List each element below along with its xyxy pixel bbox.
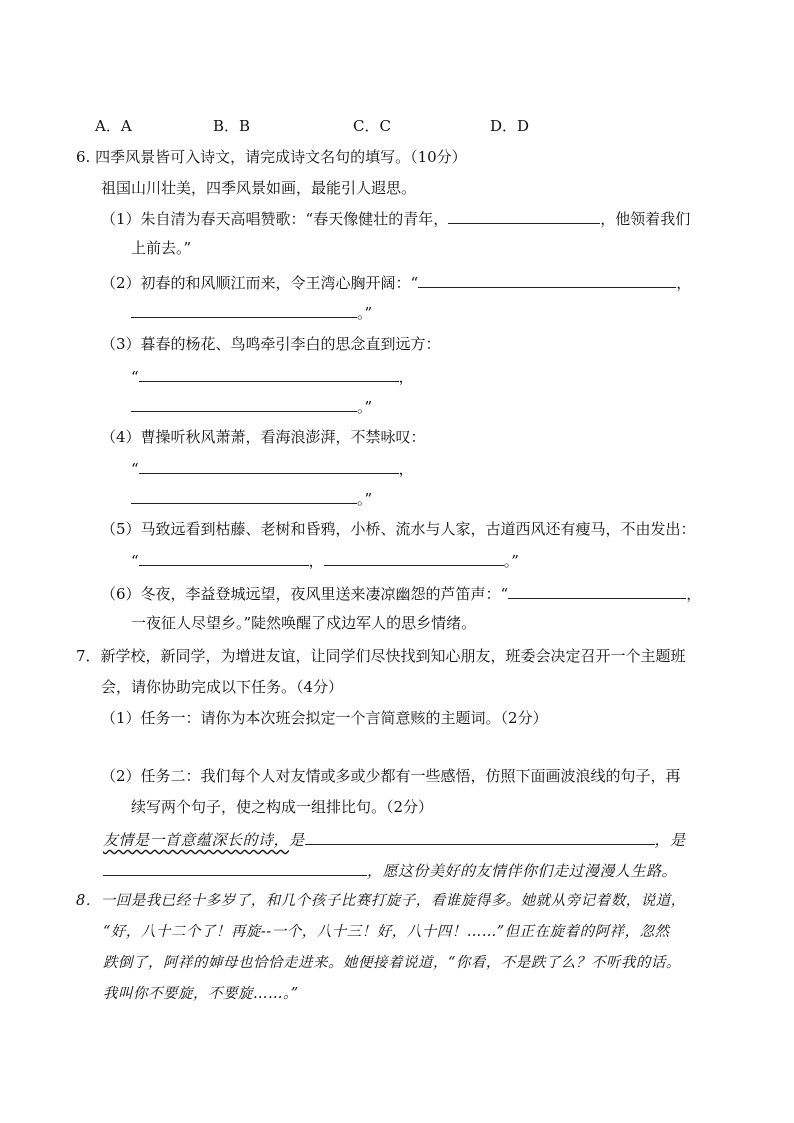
blank-6-1[interactable] xyxy=(508,583,686,599)
q6-item-4-line2 xyxy=(131,488,372,509)
q6-item-1-text-b: ，他领着我们 xyxy=(600,210,691,228)
q6-item-3-end: 。” xyxy=(357,398,373,416)
q6-title: 6. 四季风景皆可入诗文，请完成诗文名句的填写。（10分） xyxy=(76,148,467,166)
q6-item-6 xyxy=(101,583,701,604)
blank-4-2[interactable] xyxy=(131,488,357,504)
q6-item-3-comma: ， xyxy=(398,368,414,386)
q6-item-2 xyxy=(101,272,691,293)
q7-example-end: ，愿这份美好的友情伴你们走过漫漫人生路。 xyxy=(367,862,678,880)
q6-item-4-end: 。” xyxy=(357,490,373,508)
q6-item-6-cont: 一夜征人尽望乡。”陡然唤醒了戍边军人的思乡情绪。 xyxy=(131,614,477,632)
q6-item-4-comma: ， xyxy=(398,460,414,478)
blank-5-2[interactable] xyxy=(324,550,504,566)
q6-item-1 xyxy=(101,208,690,229)
q7-task2-line2: 续写两个句子，使之构成一组排比句。（2分） xyxy=(131,798,434,816)
q7-title-line2: 会，请你协助完成以下任务。（4分） xyxy=(101,678,344,696)
q7-blank-2[interactable] xyxy=(103,860,367,876)
q7-task1-answer-space[interactable] xyxy=(101,733,661,757)
q6-item-4-quote: “ xyxy=(131,460,139,478)
q6-item-6-text-a: （6）冬夜，李益登城远望，夜风里送来凄凉幽怨的芦笛声：“ xyxy=(101,585,509,603)
q7-example-is: 是 xyxy=(289,831,305,849)
q6-item-3-line1 xyxy=(131,366,414,387)
blank-3-1[interactable] xyxy=(139,366,399,382)
option-c: C．C xyxy=(353,117,391,135)
blank-2-1[interactable] xyxy=(418,272,676,288)
q6-item-3-line2 xyxy=(131,396,372,417)
option-a: A．A xyxy=(95,117,132,135)
q6-item-4-line1 xyxy=(131,458,414,479)
q7-example-line1 xyxy=(103,829,686,850)
q7-title-line1: 7．新学校，新同学，为增进友谊，让同学们尽快找到知心朋友，班委会决定召开一个主题班 xyxy=(76,647,686,665)
q7-example-comma-is: ，是 xyxy=(654,831,686,849)
q6-item-1-cont: 上前去。” xyxy=(131,239,192,257)
q6-item-4: （4）曹操听秋风萧萧，看海浪澎湃，不禁咏叹： xyxy=(101,428,426,446)
q6-item-5-quote: “ xyxy=(131,552,139,570)
blank-5-1[interactable] xyxy=(139,550,309,566)
blank-2-2[interactable] xyxy=(131,302,357,318)
blank-1-1[interactable] xyxy=(448,208,600,224)
q7-wavy-sentence: 友情是一首意蕴深长的诗， xyxy=(103,831,290,849)
q8-line4: 我叫你不要旋，不要旋……。” xyxy=(103,986,299,1002)
q6-item-5-line1 xyxy=(131,550,519,571)
q7-example-line2 xyxy=(103,860,677,881)
q8-line3: 跌倒了，阿祥的婶母也恰恰走进来。她便接着说道，“你看，不是跌了么？不听我的话。 xyxy=(103,955,681,971)
q6-item-3: （3）暮春的杨花、鸟鸣牵引李白的思念直到远方： xyxy=(101,335,441,353)
q6-item-2-comma: ， xyxy=(676,274,692,292)
q6-item-5-comma: ， xyxy=(308,552,324,570)
blank-4-1[interactable] xyxy=(139,458,399,474)
q6-item-2-end: 。” xyxy=(357,304,373,322)
q8-line2: “好，八十二个了！再旋--一个，八十三！好，八十四！……”但正在旋着的阿祥，忽然 xyxy=(103,924,670,940)
q6-item-3-quote: “ xyxy=(131,368,139,386)
q7-blank-1[interactable] xyxy=(305,829,655,845)
blank-3-2[interactable] xyxy=(131,396,357,412)
q6-item-5-end: 。” xyxy=(503,552,519,570)
q7-task1: （1）任务一：请你为本次班会拟定一个言简意赅的主题词。（2分） xyxy=(101,709,548,727)
q6-item-2-cont xyxy=(131,302,372,323)
q6-item-6-comma: ， xyxy=(686,585,702,603)
q6-item-5: （5）马致远看到枯藤、老树和昏鸦，小桥、流水与人家，古道西风还有瘦马，不由发出： xyxy=(101,520,696,538)
q8-line1: 8．一回是我已经十多岁了，和几个孩子比赛打旋子，看谁旋得多。她就从旁记着数，说道， xyxy=(76,893,686,909)
option-b: B．B xyxy=(213,117,251,135)
q6-intro: 祖国山川壮美，四季风景如画，最能引人遐思。 xyxy=(101,179,417,197)
q6-item-2-text-a: （2）初春的和风顺江而来，令王湾心胸开阔：“ xyxy=(101,274,419,292)
q7-task2-line1: （2）任务二：我们每个人对友情或多或少都有一些感悟，仿照下面画波浪线的句子，再 xyxy=(101,767,681,785)
q6-item-1-text-a: （1）朱自清为春天高唱赞歌：“春天像健壮的青年， xyxy=(101,210,449,228)
option-d: D．D xyxy=(490,117,530,135)
